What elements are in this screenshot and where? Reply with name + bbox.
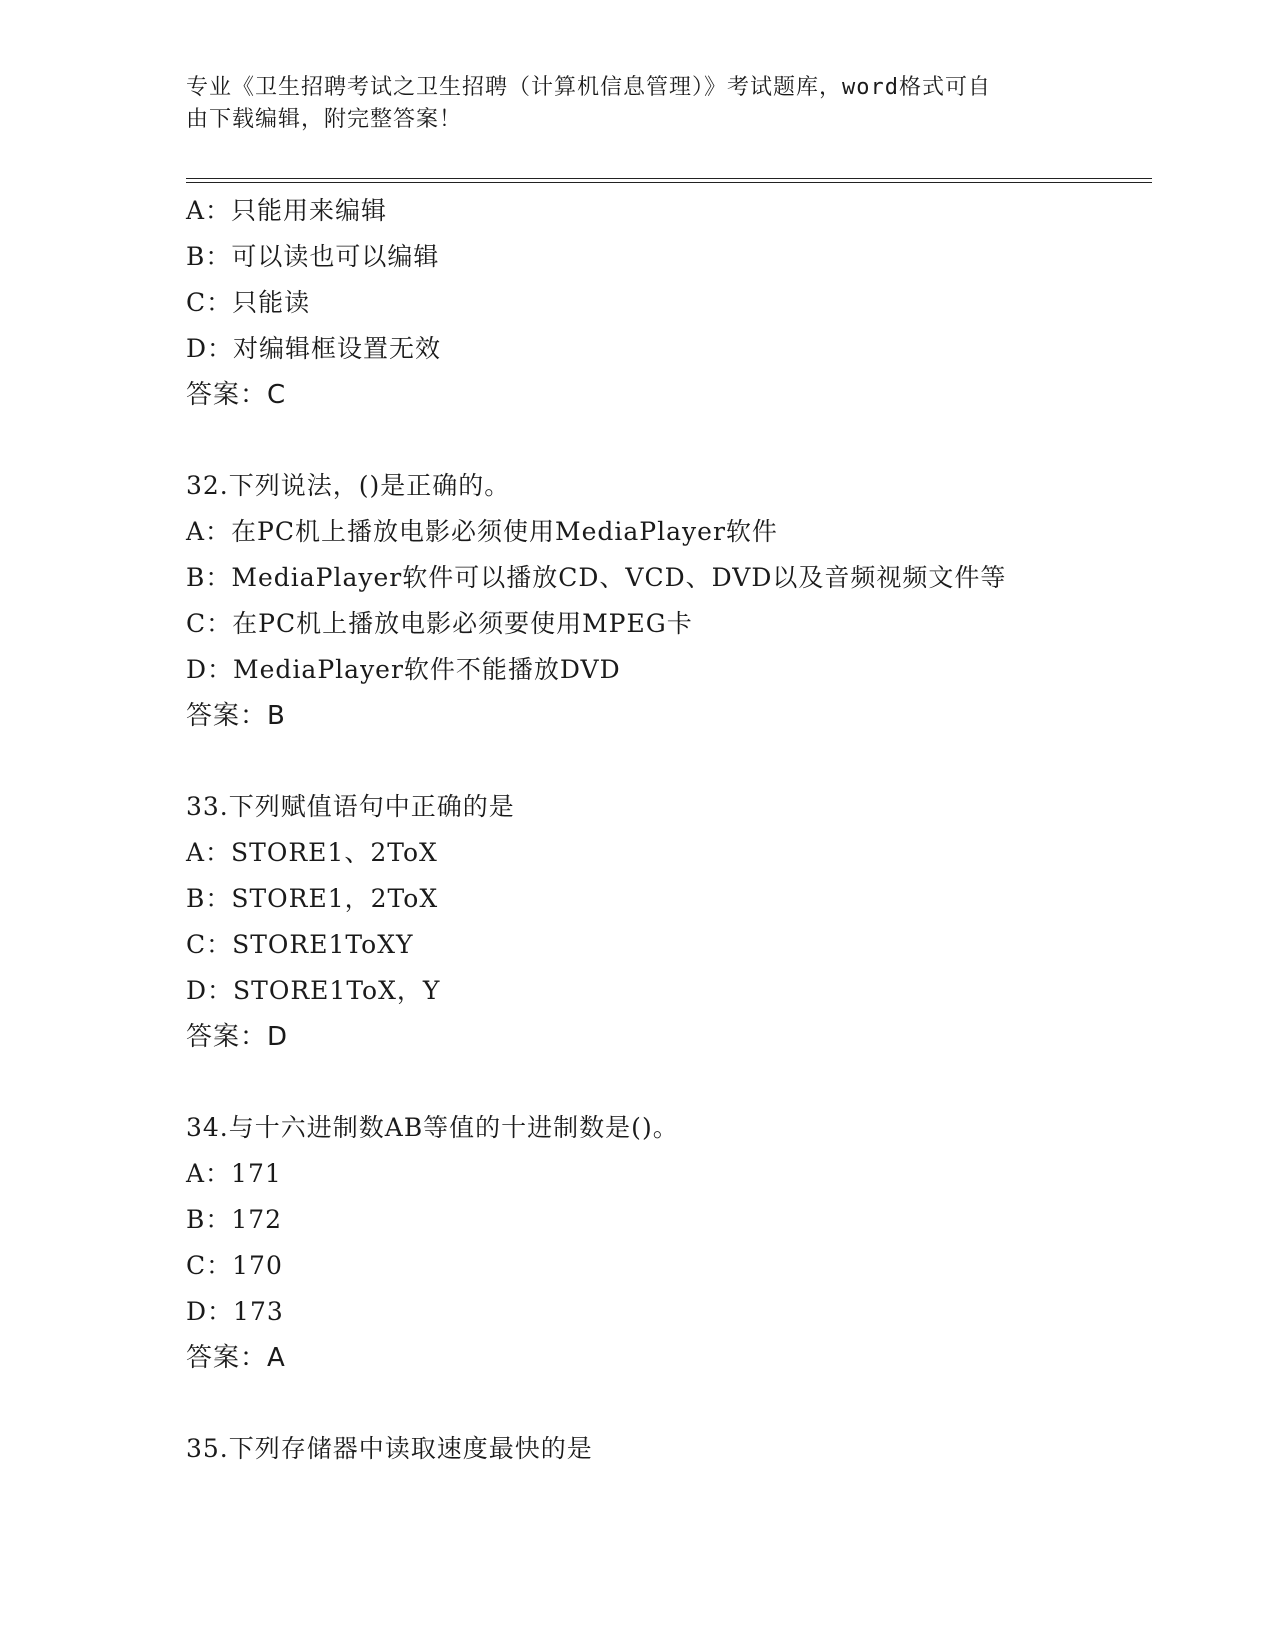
option-c: C：在PC机上播放电影必须要使用MPEG卡 [186, 609, 693, 638]
question-34 [186, 1105, 1152, 1381]
header-divider-top [186, 178, 1152, 179]
spacer [186, 1060, 1152, 1105]
answer: 答案：B [186, 701, 286, 731]
spacer [186, 1381, 1152, 1426]
option-a: A：只能用来编辑 [186, 196, 388, 225]
spacer [186, 418, 1152, 463]
header-line-2: 由下载编辑，附完整答案！ [186, 107, 463, 132]
option-c: C：STORE1ToXY [186, 930, 414, 959]
answer: 答案：D [186, 1022, 289, 1052]
question-list [186, 188, 1152, 1472]
option-a: A：171 [186, 1159, 282, 1188]
option-b: B：172 [186, 1205, 283, 1234]
option-a: A：STORE1、2ToX [186, 838, 438, 867]
option-b: B：可以读也可以编辑 [186, 242, 440, 271]
option-a: A：在PC机上播放电影必须使用MediaPlayer软件 [186, 517, 778, 546]
question-31 [186, 188, 1152, 418]
question-text: 34.与十六进制数AB等值的十进制数是()。 [186, 1113, 679, 1142]
option-b: B：MediaPlayer软件可以播放CD、VCD、DVD以及音频视频文件等 [186, 563, 1007, 592]
spacer [186, 739, 1152, 784]
option-d: D：MediaPlayer软件不能播放DVD [186, 655, 621, 684]
option-d: D：173 [186, 1297, 284, 1326]
question-text: 32.下列说法，()是正确的。 [186, 471, 511, 500]
answer: 答案：A [186, 1343, 286, 1373]
question-32 [186, 463, 1152, 739]
question-text: 33.下列赋值语句中正确的是 [186, 792, 515, 821]
document-header [186, 72, 1066, 136]
option-b: B：STORE1，2ToX [186, 884, 439, 913]
option-d: D：STORE1ToX，Y [186, 976, 441, 1005]
answer: 答案：C [186, 380, 287, 410]
header-line-1: 专业《卫生招聘考试之卫生招聘（计算机信息管理）》考试题库，word格式可自 [186, 75, 991, 100]
question-33 [186, 784, 1152, 1060]
option-c: C：170 [186, 1251, 283, 1280]
question-35 [186, 1426, 1152, 1472]
option-c: C：只能读 [186, 288, 311, 317]
header-divider-bottom [186, 182, 1152, 183]
option-d: D：对编辑框设置无效 [186, 334, 442, 363]
question-text: 35.下列存储器中读取速度最快的是 [186, 1434, 593, 1463]
